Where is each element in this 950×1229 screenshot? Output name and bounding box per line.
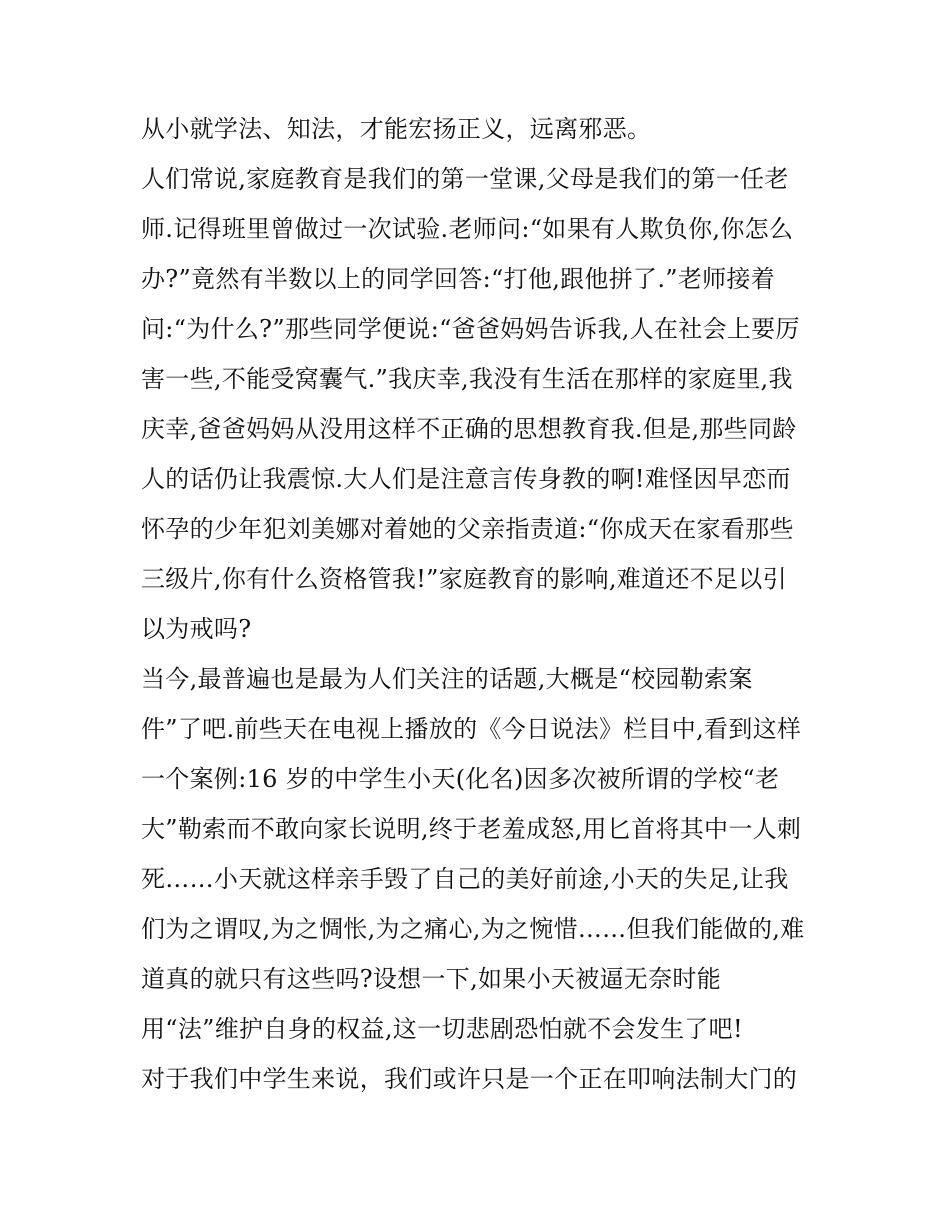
text-line: 从小就学法、知法，才能宏扬正义，远离邪恶。 xyxy=(141,115,652,143)
text-line: 对于我们中学生来说，我们或许只是一个正在叩响法制大门的 xyxy=(141,1065,798,1093)
text-line: 人的话仍让我震惊.大人们是注意言传身教的啊!难怪因早恋而 xyxy=(141,465,791,493)
text-line: 道真的就只有这些吗?设想一下,如果小天被逼无奈时能 xyxy=(141,965,721,993)
text-line: 当今,最普遍也是最为人们关注的话题,大概是“校园勒索案 xyxy=(141,665,753,693)
text-line: 一个案例:16 岁的中学生小天(化名)因多次被所谓的学校“老 xyxy=(141,765,780,793)
text-line: 害一些,不能受窝囊气.”我庆幸,我没有生活在那样的家庭里,我 xyxy=(141,365,793,393)
text-line: 死……小天就这样亲手毁了自己的美好前途,小天的失足,让我 xyxy=(141,865,789,893)
text-line: 件”了吧.前些天在电视上播放的《今日说法》栏目中,看到这样 xyxy=(141,715,802,743)
text-line: 用“法”维护自身的权益,这一切悲剧恐怕就不会发生了吧! xyxy=(141,1015,743,1043)
text-line: 办?”竟然有半数以上的同学回答:“打他,跟他拼了.”老师接着 xyxy=(141,265,776,293)
text-line: 庆幸,爸爸妈妈从没用这样不正确的思想教育我.但是,那些同龄 xyxy=(141,415,797,443)
text-line: 以为戒吗? xyxy=(141,615,252,643)
text-line: 师.记得班里曾做过一次试验.老师问:“如果有人欺负你,你怎么 xyxy=(141,215,794,243)
text-line: 大”勒索而不敢向家长说明,终于老羞成怒,用匕首将其中一人刺 xyxy=(141,815,802,843)
text-line: 人们常说,家庭教育是我们的第一堂课,父母是我们的第一任老 xyxy=(141,165,789,193)
text-line: 怀孕的少年犯刘美娜对着她的父亲指责道:“你成天在家看那些 xyxy=(141,515,794,543)
text-line: 问:“为什么?”那些同学便说:“爸爸妈妈告诉我,人在社会上要厉 xyxy=(141,315,800,343)
text-line: 们为之谓叹,为之惆怅,为之痛心,为之惋惜……但我们能做的,难 xyxy=(141,915,805,943)
text-line: 三级片,你有什么资格管我!”家庭教育的影响,难道还不足以引 xyxy=(141,565,787,593)
